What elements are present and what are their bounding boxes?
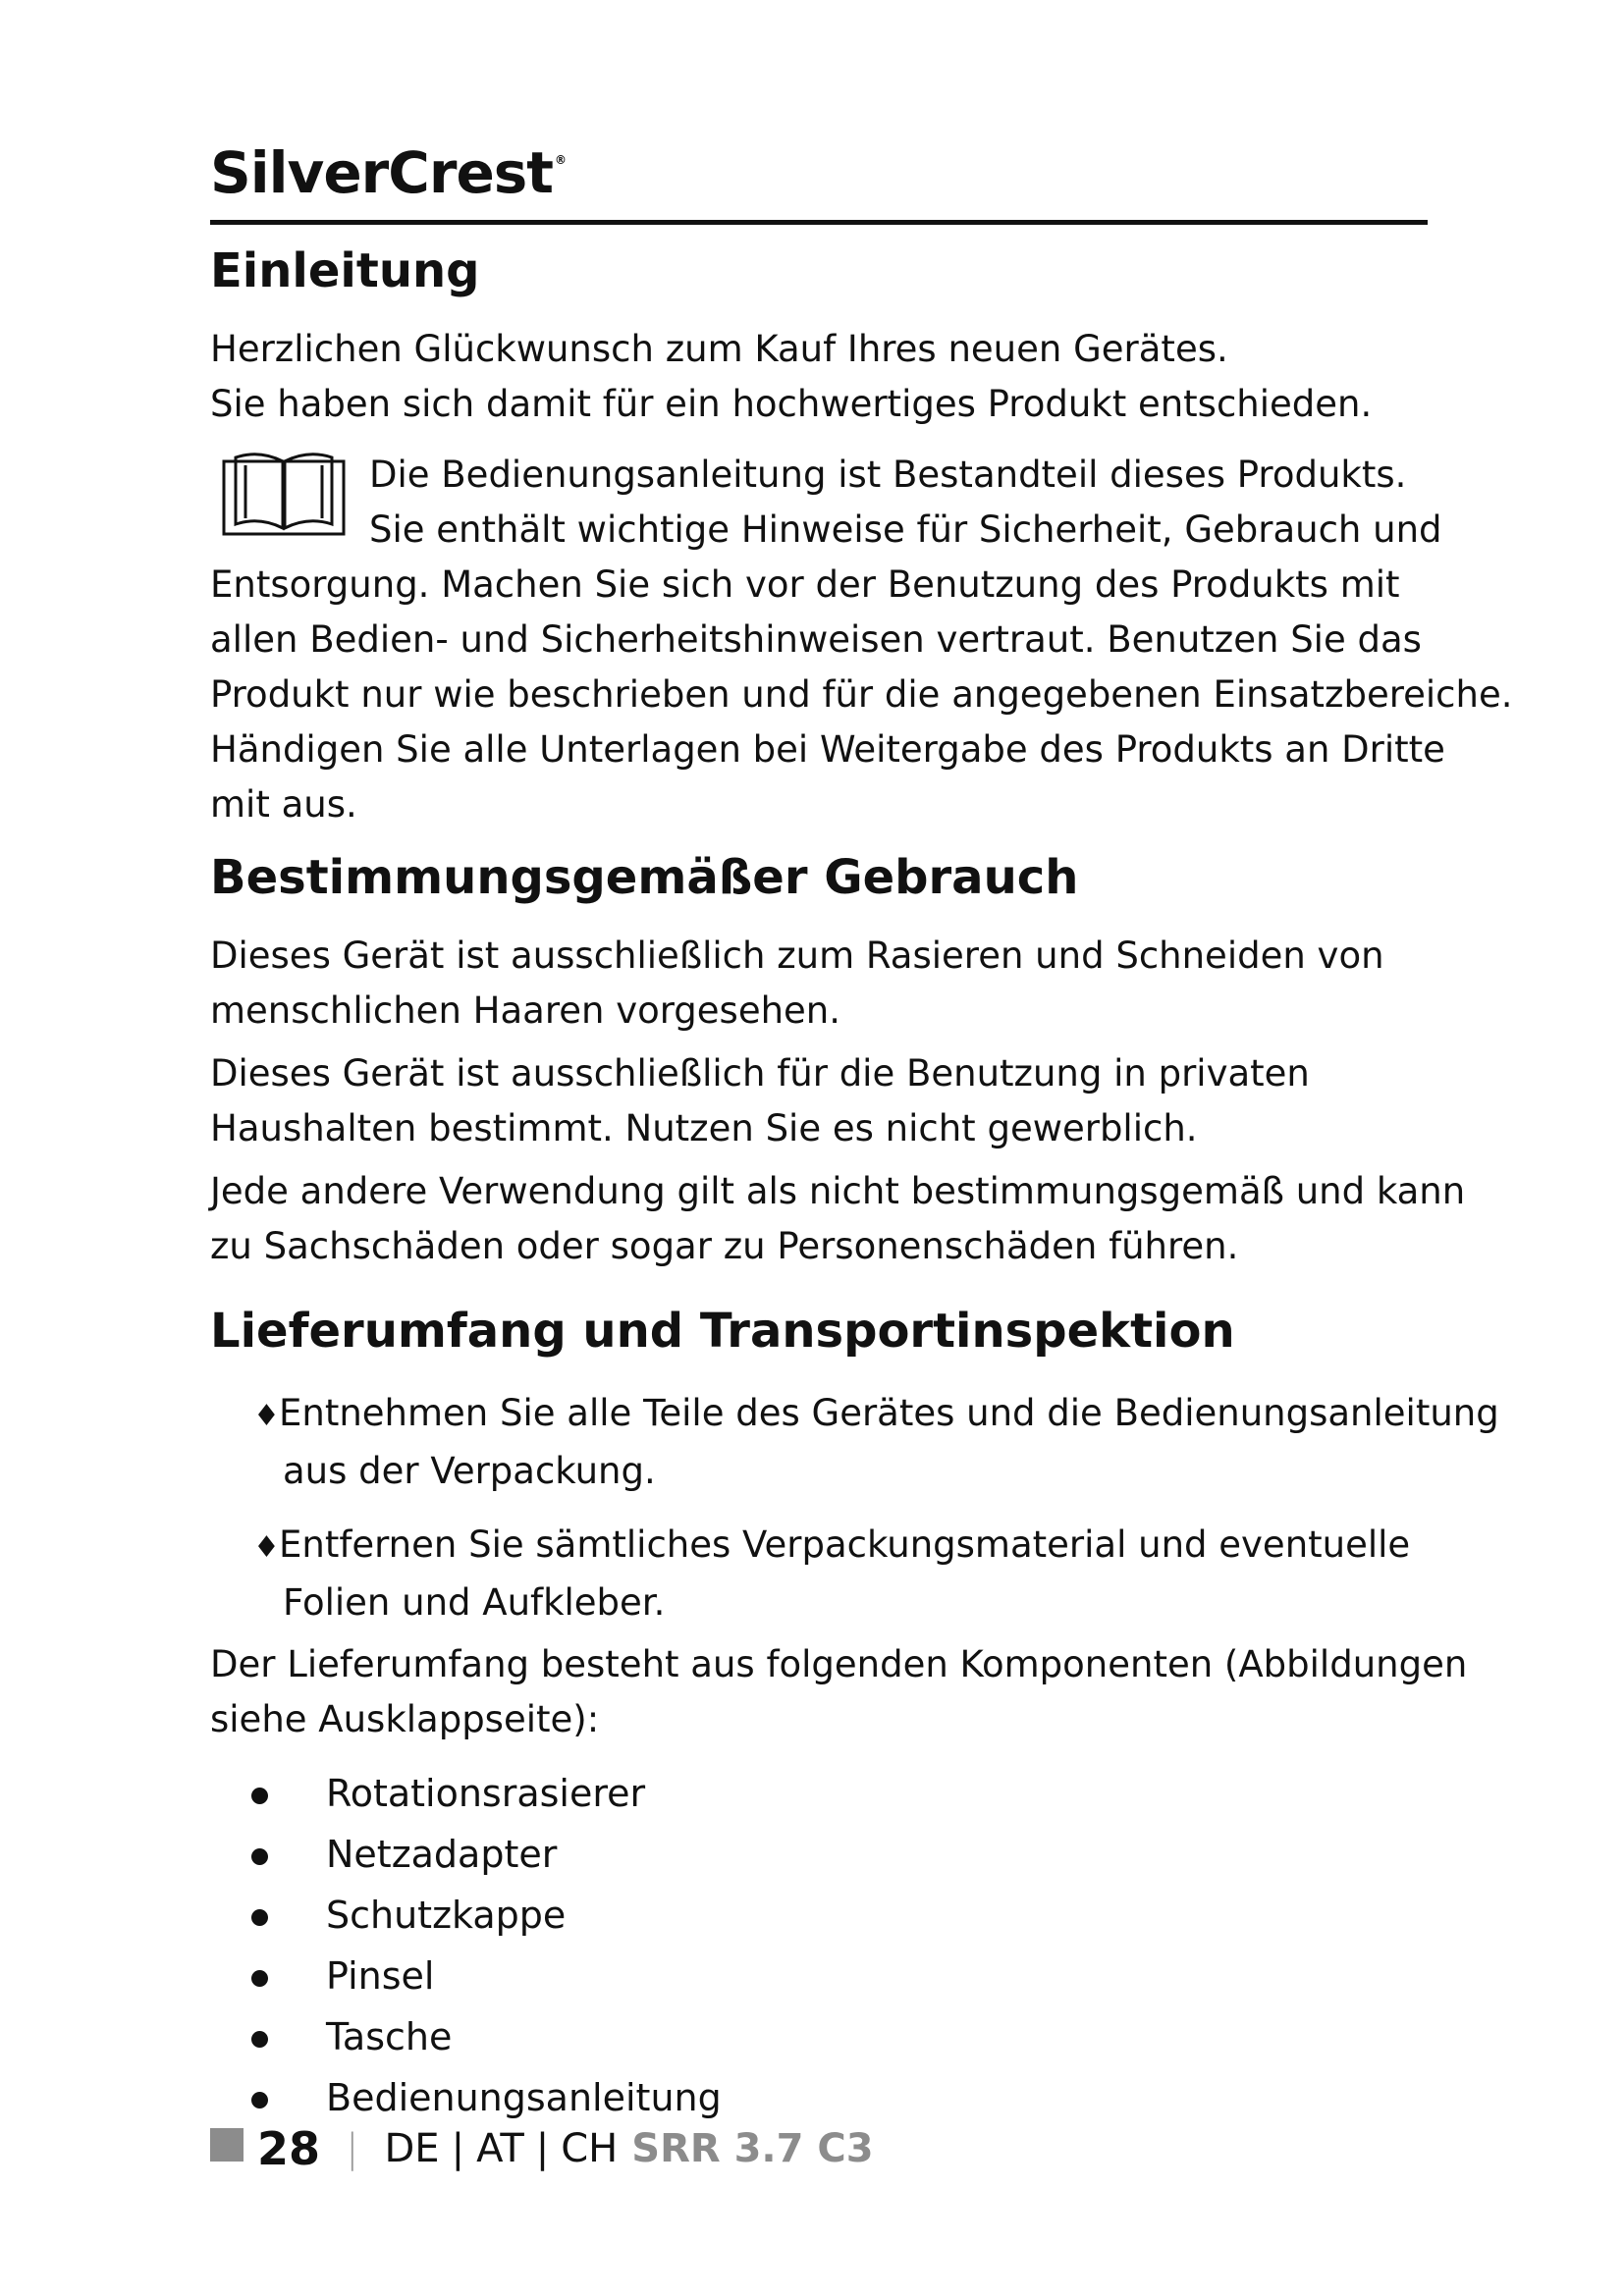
square-marker-icon — [210, 2128, 244, 2162]
step-text: Folien und Aufkleber. — [283, 1581, 666, 1624]
step-text: Entnehmen Sie alle Teile des Gerätes und die Bedienungsanleitung — [279, 1392, 1499, 1434]
text-line: Sie enthält wichtige Hinweise für Sicherheit, Gebrauch und — [369, 508, 1442, 551]
header-rule — [210, 220, 1428, 225]
model-number: SRR 3.7 C3 — [631, 2126, 874, 2171]
note-paragraph — [210, 448, 1513, 832]
bullet-dot-icon — [251, 1848, 268, 1865]
bullet-dot-icon — [251, 1970, 268, 1987]
bullet-dot-icon — [251, 1909, 268, 1926]
text-line: Produkt nur wie beschrieben und für die angegebenen Einsatzbereiche. — [210, 673, 1513, 716]
country-at: AT — [476, 2126, 524, 2171]
manual-page: SilverCrest ® Einleitung Herzlichen Glückwunsch zum Kauf Ihres neuen Gerätes. Sie haben sich damit für ein hochwertiges Produkt entschieden. Die Bedienungsanleitung ist Bestandteil dieses Produkts. Sie enthält wichtige Hinweise für Sicherheit, Gebrauch und Entsorgung. Machen Sie sich vor der Benutzung des Produkts mit allen Bedien- und Sicherheitshinweisen vertraut. Benutzen Sie das Produkt nur wie beschrieben und für die angegebenen Einsatzbereiche. Händigen Sie alle Unterlagen bei Weitergabe des Produkts an Dritte mit aus. Bestimmungsgemäßer Gebrauch Dieses Gerät ist ausschließlich zum Rasieren und Schneiden von menschlichen Haaren vorgesehen. Dieses Gerät ist ausschließlich für die Benutzung in privaten Haushalten bestimmt. Nutzen Sie es nicht gewerblich. Jede andere Verwendung gilt als nicht bestimmungsgemäß und kann zu Sachschäden oder sogar zu Personenschäden führen. Lieferumfang und Transportinspektion ♦Entnehmen Sie alle Teile des Gerätes und die Bedienungsanleitung aus der Verpackung. ♦Entfernen Sie sämtliches Verpackungsmaterial und eventuelle Folien und Aufkleber. Der Lieferumfang besteht aus folgenden Komponenten (Abbildungen siehe Ausklappseite): Rotationsrasierer Netzadapter Schutzkappe Pinsel Tasche Bedienungsanleitung 28 | DE | AT | CH SRR 3.7 C3 — [0, 0, 1624, 2296]
intro-paragraph — [210, 322, 1428, 432]
registered-mark: ® — [555, 153, 567, 167]
country-de: DE — [384, 2126, 440, 2171]
step-item — [253, 1518, 1432, 1630]
text-line: mit aus. — [210, 783, 357, 826]
heading-lieferumfang: Lieferumfang und Transportinspektion — [210, 1304, 1235, 1359]
text-line: Dieses Gerät ist ausschließlich zum Rasieren und Schneiden von — [210, 934, 1384, 977]
diamond-bullet-icon: ♦ — [253, 1530, 280, 1565]
bullet-dot-icon — [251, 1788, 268, 1804]
text-line: Jede andere Verwendung gilt als nicht bestimmungsgemäß und kann — [210, 1170, 1466, 1212]
text-line: Entsorgung. Machen Sie sich vor der Benutzung des Produkts mit — [210, 563, 1400, 606]
text-line: Händigen Sie alle Unterlagen bei Weitergabe des Produkts an Dritte — [210, 728, 1445, 771]
text-line: menschlichen Haaren vorgesehen. — [210, 989, 841, 1032]
text-line: Dieses Gerät ist ausschließlich für die Benutzung in privaten — [210, 1052, 1310, 1095]
text-line: Die Bedienungsanleitung ist Bestandteil dieses Produkts. — [369, 454, 1407, 496]
contents-intro — [210, 1637, 1468, 1747]
heading-bestimmungsgemaesser-gebrauch: Bestimmungsgemäßer Gebrauch — [210, 850, 1079, 905]
page-number: 28 — [257, 2122, 321, 2175]
diamond-bullet-icon: ♦ — [253, 1399, 280, 1433]
page-footer — [210, 2122, 874, 2181]
country-ch: CH — [561, 2126, 619, 2171]
brand-name: SilverCrest — [210, 139, 554, 206]
step-text: aus der Verpackung. — [283, 1450, 656, 1492]
country-separator: | — [451, 2126, 465, 2171]
brand-logo — [210, 139, 566, 206]
step-text: Entfernen Sie sämtliches Verpackungsmaterial und eventuelle — [279, 1523, 1411, 1566]
bullet-dot-icon — [251, 2092, 268, 2109]
footer-separator: | — [346, 2126, 359, 2171]
text-line: Der Lieferumfang besteht aus folgenden Komponenten (Abbildungen — [210, 1643, 1468, 1685]
text-line: siehe Ausklappseite): — [210, 1698, 600, 1740]
step-item — [253, 1386, 1499, 1499]
usage-paragraph-1 — [210, 929, 1428, 1039]
usage-paragraph-3 — [210, 1164, 1466, 1274]
text-line: allen Bedien- und Sicherheitshinweisen vertraut. Benutzen Sie das — [210, 618, 1422, 661]
bullet-dot-icon — [251, 2031, 268, 2048]
usage-paragraph-2 — [210, 1046, 1428, 1156]
text-line: Herzlichen Glückwunsch zum Kauf Ihres neuen Gerätes. — [210, 328, 1228, 370]
heading-einleitung: Einleitung — [210, 243, 480, 298]
text-line: Sie haben sich damit für ein hochwertiges Produkt entschieden. — [210, 383, 1373, 425]
text-line: zu Sachschäden oder sogar zu Personenschäden führen. — [210, 1225, 1239, 1267]
text-line: Haushalten bestimmt. Nutzen Sie es nicht gewerblich. — [210, 1107, 1198, 1149]
country-separator: | — [535, 2126, 550, 2171]
